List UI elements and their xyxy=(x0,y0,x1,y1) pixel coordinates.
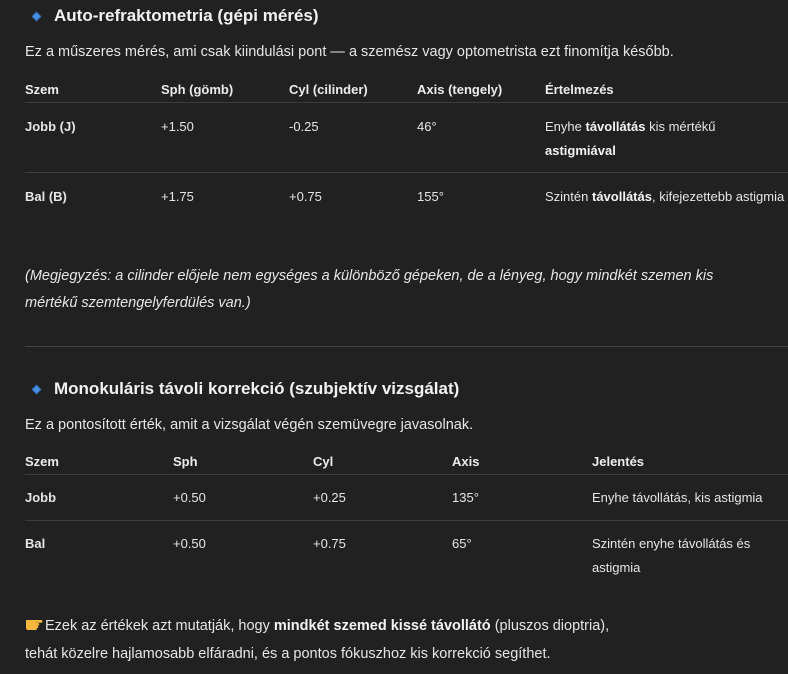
col-header-axis: Axis xyxy=(452,450,592,474)
axis-cell: 46° xyxy=(417,102,545,172)
col-header-cyl: Cyl (cilinder) xyxy=(289,78,417,102)
autorefraction-table xyxy=(25,78,788,242)
cyl-cell: +0.25 xyxy=(313,474,452,520)
section1-title: Auto-refraktometria (gépi mérés) xyxy=(54,6,319,25)
sph-cell: +0.50 xyxy=(173,474,313,520)
table-row xyxy=(25,474,788,520)
sph-cell: +1.75 xyxy=(161,188,194,204)
col-header-eye: Szem xyxy=(25,78,161,102)
cyl-cell: -0.25 xyxy=(289,102,417,172)
summary-line2: tehát közelre hajlamosabb elfáradni, és a pontos fókuszhoz kis korrekció segíthet. xyxy=(25,646,551,662)
interpretation-cell: Szintén távollátás, kifejezettebb astigmia xyxy=(545,188,785,204)
table-row xyxy=(25,102,788,172)
sph-cell: +1.50 xyxy=(161,102,289,172)
col-header-sph: Sph (gömb) xyxy=(161,78,289,102)
eye-cell: Bal (B) xyxy=(25,188,67,204)
blue-diamond-icon xyxy=(32,11,42,21)
summary-paragraph: Ezek az értékek azt mutatják, hogy mindkét szemed kissé távollátó (pluszos dioptria), tehát közelre hajlamosabb elfáradni, és a pontos fókuszhoz kis korrekció segíthet. xyxy=(25,612,765,668)
blue-diamond-icon xyxy=(32,384,42,394)
section1-heading xyxy=(30,6,319,26)
section2-intro: Ez a pontosított érték, amit a vizsgálat végén szemüvegre javasolnak. xyxy=(25,417,474,433)
table-row xyxy=(25,172,788,242)
pointing-hand-icon xyxy=(25,612,45,640)
eye-cell: Jobb xyxy=(25,474,173,520)
col-header-sph: Sph xyxy=(173,450,313,474)
interpretation-cell: Enyhe távollátás kis mértékű astigmiával xyxy=(545,102,788,172)
col-header-cyl: Cyl xyxy=(313,450,452,474)
col-header-eye: Szem xyxy=(25,450,173,474)
section2-heading xyxy=(30,379,459,399)
table-header-row xyxy=(25,450,788,474)
cyl-cell: +0.75 xyxy=(313,535,346,551)
cylinder-sign-note: (Megjegyzés: a cilinder előjele nem egységes a különböző gépeken, de a lényeg, hogy mindkét szemen kis mértékű szemtengelyferdülés van.) xyxy=(25,268,714,311)
col-header-interpretation: Értelmezés xyxy=(545,78,788,102)
col-header-meaning: Jelentés xyxy=(592,450,788,474)
axis-cell: 65° xyxy=(452,535,472,551)
eye-cell: Jobb (J) xyxy=(25,102,161,172)
meaning-cell: Enyhe távollátás, kis astigmia xyxy=(592,474,788,520)
table-row xyxy=(25,520,788,590)
cyl-cell: +0.75 xyxy=(289,188,322,204)
section2-title: Monokuláris távoli korrekció (szubjektív vizsgálat) xyxy=(54,379,460,398)
sph-cell: +0.50 xyxy=(173,535,206,551)
col-header-axis: Axis (tengely) xyxy=(417,78,545,102)
section1-intro: Ez a műszeres mérés, ami csak kiindulási pont — a szemész vagy optometrista ezt finomítja később. xyxy=(25,44,674,60)
eye-cell: Bal xyxy=(25,535,46,551)
axis-cell: 155° xyxy=(417,188,444,204)
table-header-row xyxy=(25,78,788,102)
subjective-correction-table xyxy=(25,450,788,590)
meaning-cell: Szintén enyhe távollátás és astigmia xyxy=(592,535,751,575)
section-divider xyxy=(25,346,788,347)
axis-cell: 135° xyxy=(452,474,592,520)
summary-emphasis: mindkét szemed kissé távollátó xyxy=(273,618,491,634)
